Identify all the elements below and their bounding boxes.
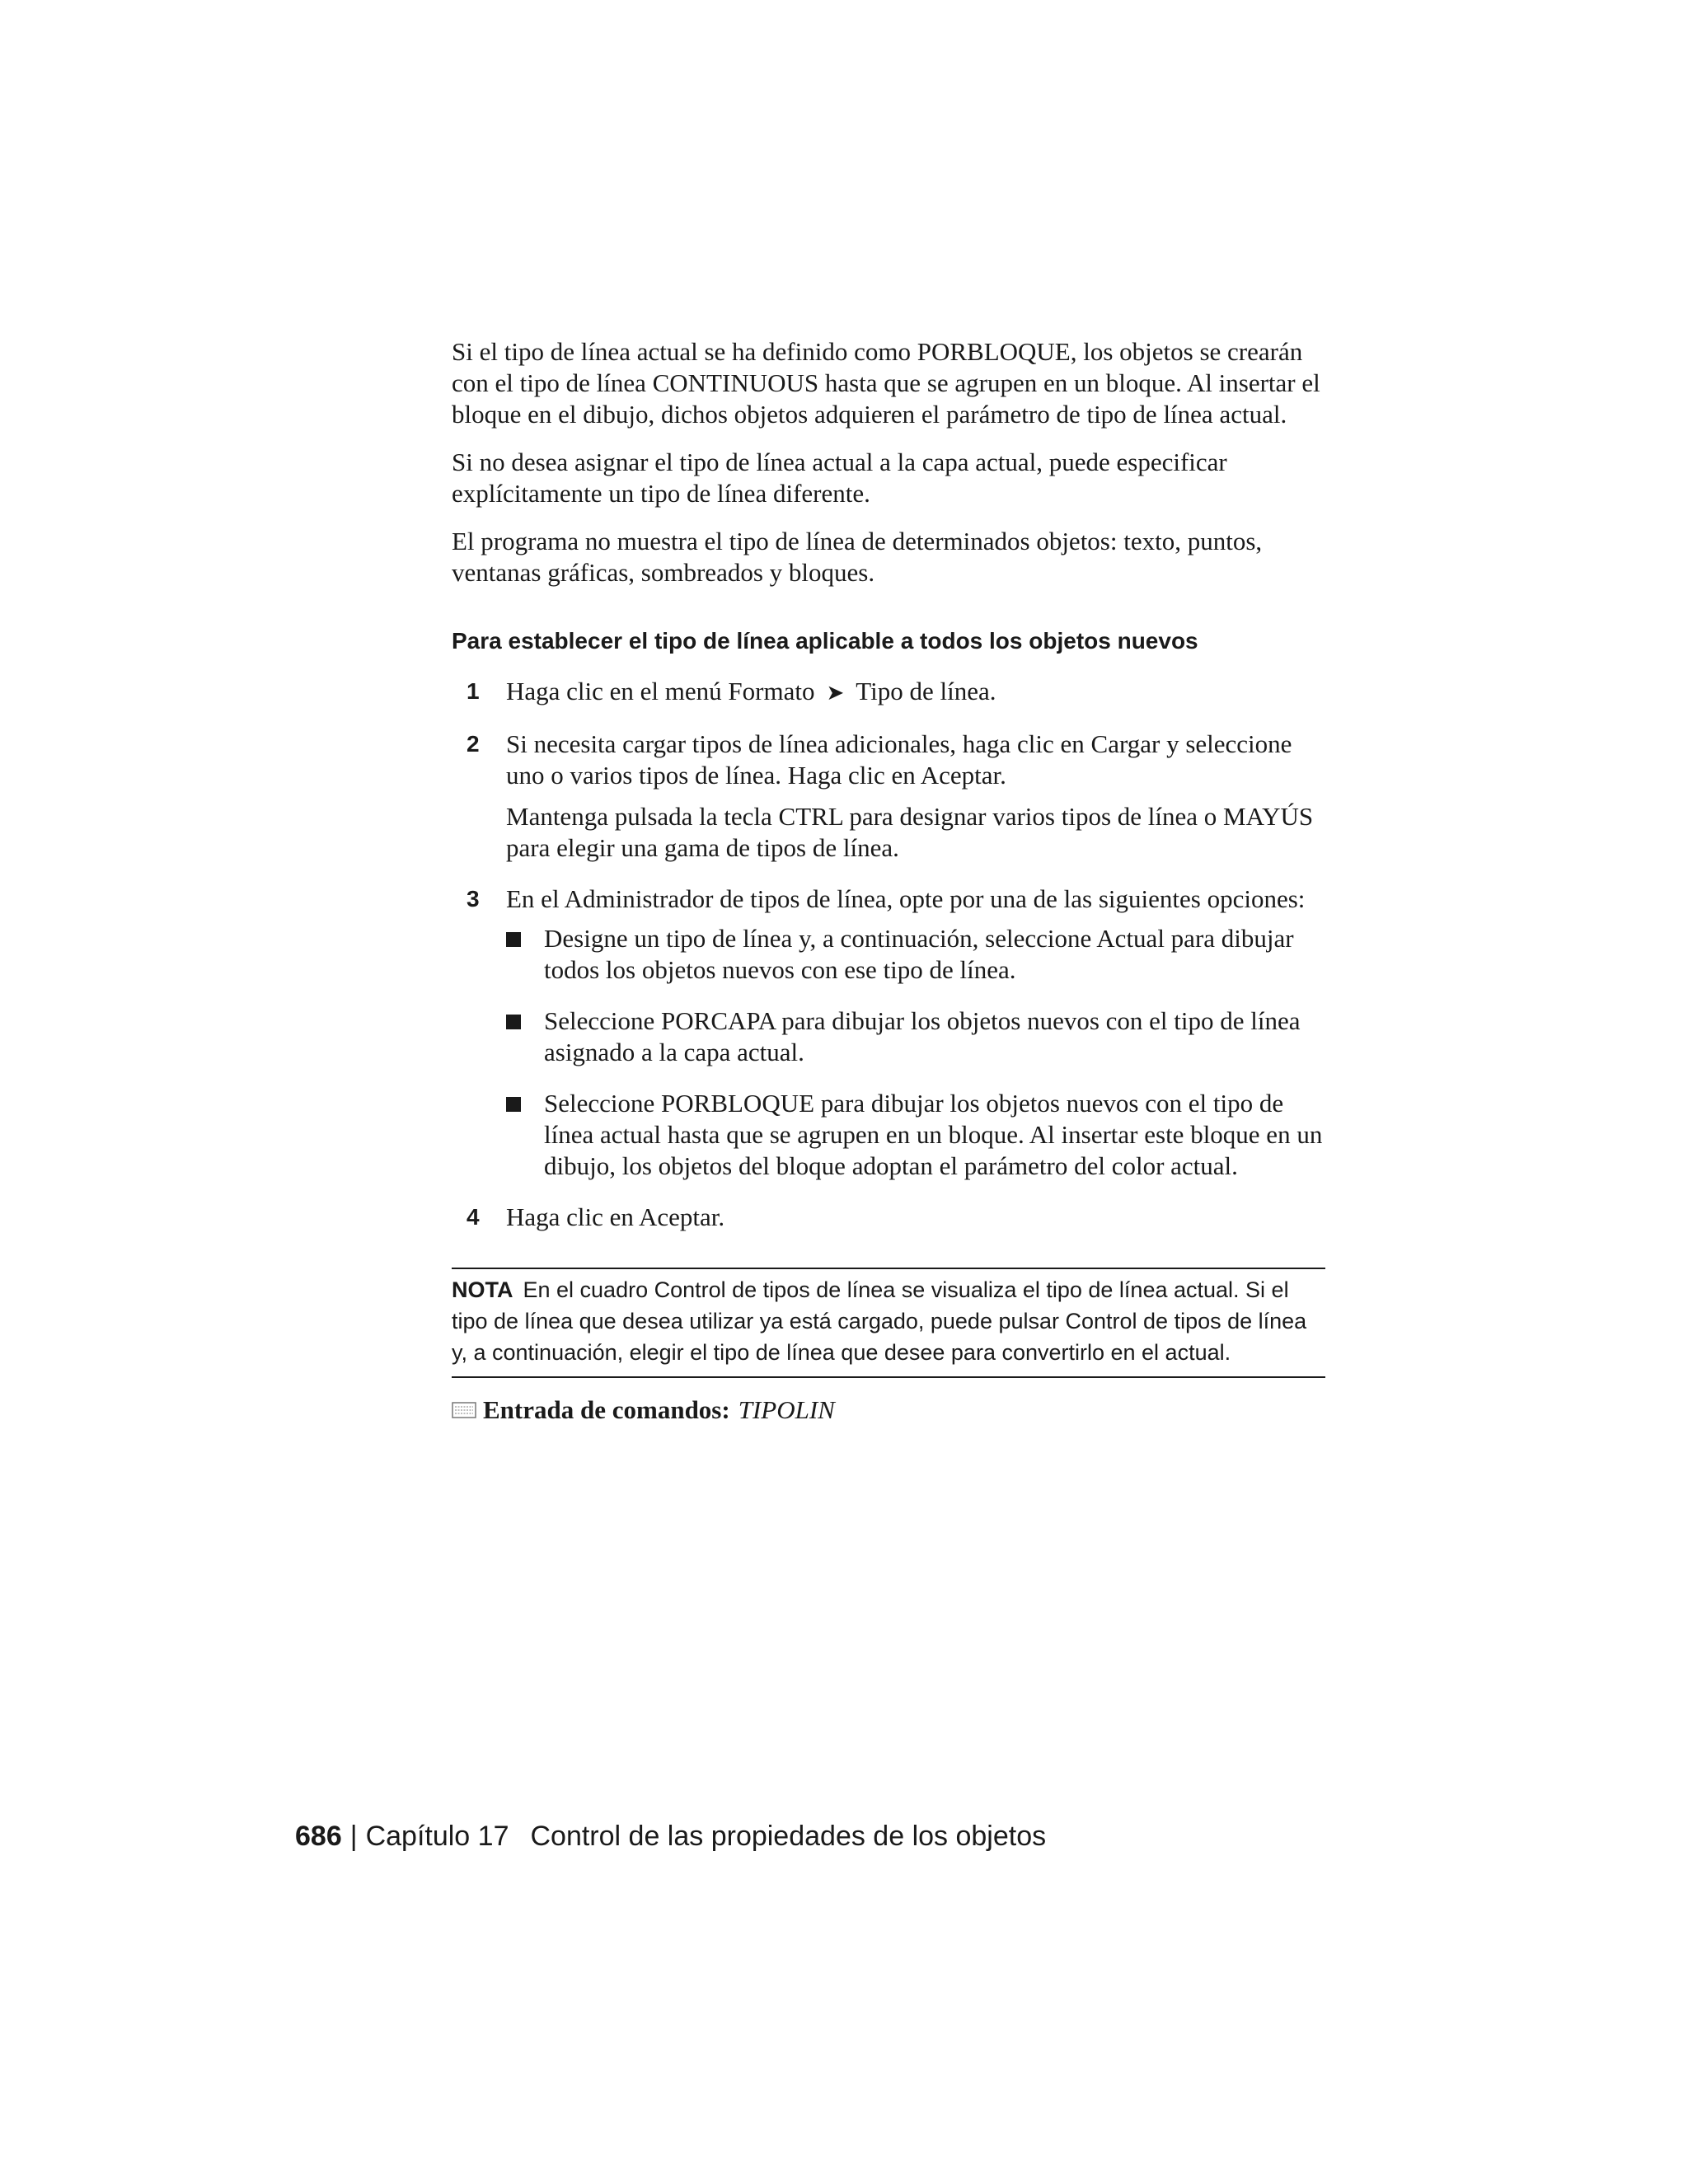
step-text: Haga clic en Aceptar. — [506, 1202, 725, 1231]
option-item — [506, 1005, 1325, 1068]
body-paragraph: Si el tipo de línea actual se ha definido como PORBLOQUE, los objetos se crearán con el tipo de línea CONTINUOUS hasta que se agrupen en un bloque. Al insertar el bloque en el dibujo, dichos objetos adquieren el parámetro de tipo de línea actual. — [452, 337, 1320, 429]
step-text — [506, 676, 1325, 709]
note-text: En el cuadro Control de tipos de línea se visualiza el tipo de línea actual. Si el tipo de línea que desea utilizar ya está cargado, puede pulsar Control de tipos de línea y, a continuación, elegir el tipo de línea que desee para convertirlo en el actual. — [452, 1277, 1307, 1365]
chapter-title: Control de las propiedades de los objetos — [530, 1821, 1047, 1852]
chapter-label: Capítulo 17 — [365, 1821, 509, 1852]
menu-arrow-icon: ➤ — [826, 681, 845, 705]
procedure-step — [452, 1202, 1325, 1233]
square-bullet-icon — [506, 1097, 521, 1112]
step-text-before: Haga clic en el menú Formato — [506, 677, 815, 705]
option-text: Seleccione PORCAPA para dibujar los objetos nuevos con el tipo de línea asignado a la capa actual. — [544, 1006, 1301, 1066]
square-bullet-icon — [506, 932, 521, 947]
note-label: NOTA — [452, 1277, 513, 1302]
note-box — [452, 1268, 1325, 1378]
procedure-step — [452, 729, 1325, 864]
procedure-step — [452, 883, 1325, 1182]
command-entry — [452, 1394, 1325, 1426]
step-text: Si necesita cargar tipos de línea adicionales, haga clic en Cargar y seleccione uno o varios tipos de línea. Haga clic en Aceptar. — [506, 729, 1292, 790]
keyboard-icon — [452, 1401, 476, 1419]
procedure-steps — [452, 676, 1325, 1233]
step-number: 1 — [467, 678, 480, 704]
option-text: Designe un tipo de línea y, a continuación, seleccione Actual para dibujar todos los objetos nuevos con ese tipo de línea. — [544, 924, 1294, 984]
option-text: Seleccione PORBLOQUE para dibujar los objetos nuevos con el tipo de línea actual hasta que se agrupen en un bloque. Al insertar este bloque en un dibujo, los objetos del bloque adoptan el parámetro del color actual. — [544, 1089, 1323, 1180]
option-item — [506, 1088, 1325, 1182]
footer-separator: | — [349, 1821, 358, 1852]
body-paragraph: El programa no muestra el tipo de línea de determinados objetos: texto, puntos, ventanas gráficas, sombreados y bloques. — [452, 527, 1263, 587]
step-number: 4 — [467, 1204, 480, 1230]
square-bullet-icon — [506, 1015, 521, 1029]
step-subtext: Mantenga pulsada la tecla CTRL para designar varios tipos de línea o MAYÚS para elegir una gama de tipos de línea. — [506, 802, 1314, 862]
step-text: En el Administrador de tipos de línea, opte por una de las siguientes opciones: — [506, 884, 1306, 913]
command-value: TIPOLIN — [738, 1395, 835, 1424]
step-text-after: Tipo de línea. — [856, 677, 996, 705]
option-list — [506, 923, 1325, 1182]
page-content — [452, 336, 1325, 1426]
option-item — [506, 923, 1325, 986]
body-paragraph: Si no desea asignar el tipo de línea actual a la capa actual, puede especificar explícitamente un tipo de línea diferente. — [452, 448, 1227, 508]
page-number: 686 — [295, 1821, 342, 1852]
step-number: 2 — [467, 731, 480, 757]
procedure-heading: Para establecer el tipo de línea aplicable a todos los objetos nuevos — [452, 628, 1198, 654]
step-number: 3 — [467, 886, 480, 912]
procedure-step — [452, 676, 1325, 709]
page-footer — [295, 1820, 1046, 1853]
command-label: Entrada de comandos: — [483, 1395, 730, 1424]
